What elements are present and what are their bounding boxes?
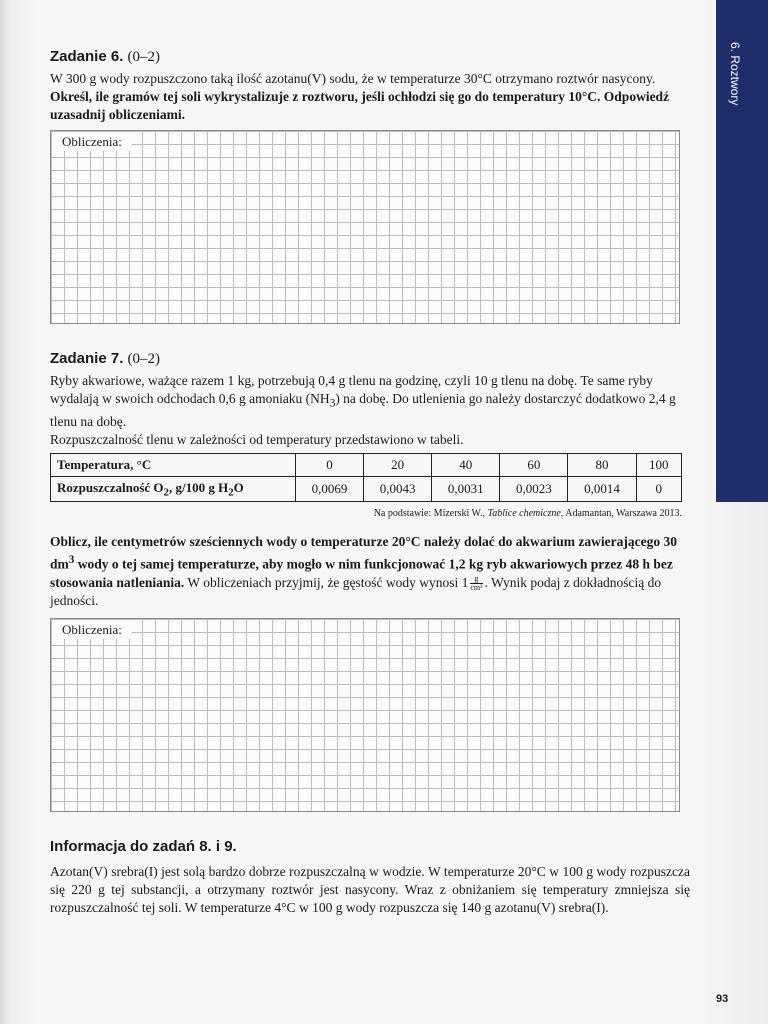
solubility-header-part-b: , g/100 g H	[168, 479, 229, 495]
table-cell: 0,0014	[568, 476, 636, 502]
task-6-points: (0–2)	[127, 49, 161, 65]
task-6-title-text: Zadanie 6.	[50, 48, 124, 65]
task-7-title	[50, 350, 690, 368]
source-part-a: Na podstawie: Mizerski W.,	[373, 508, 488, 520]
source-title: Tablice chemiczne	[487, 508, 561, 520]
table-cell: 20	[364, 453, 432, 476]
solubility-table	[50, 453, 682, 503]
table-cell: 80	[568, 453, 636, 476]
table-cell: 0	[636, 476, 681, 502]
task-7-text-part-b: ) na dobę. Do utlenienia go należy dostarczyć dodatkowo 2,4 g tlenu na dobę.	[50, 391, 676, 429]
source-part-b: , Adamantan, Warszawa 2013.	[560, 508, 682, 520]
task-7-grid-label: Obliczenia:	[52, 620, 132, 639]
fraction-numerator: g	[470, 575, 482, 584]
task-6-text: W 300 g wody rozpuszczono taką ilość azotanu(V) sodu, że w temperaturze 30°C otrzymano roztwór nasycony.	[50, 71, 656, 86]
task-7-text	[50, 372, 690, 431]
table-cell: 0	[296, 453, 364, 476]
task-7-instruction-superscript: 3	[68, 554, 75, 567]
table-cell: 0,0043	[364, 476, 432, 502]
solubility-header-sub-2: 2	[228, 486, 234, 499]
task-6	[50, 48, 690, 324]
info-text: Azotan(V) srebra(I) jest solą bardzo dobrze rozpuszczalną w wodzie. W temperaturze 20°C w 100 g wody rozpuszcza się 220 g tej substancji, a otrzymany roztwór jest nasycony. Wraz z obniżaniem się temperatury zmniejsza się rozpuszczalność tej soli. W temperaturze 4°C w 100 g wody rozpuszcza się 140 g azotanu(V) srebra(I).	[50, 864, 690, 916]
chapter-tab-label: 6. Roztwory	[728, 42, 742, 106]
page-content	[50, 48, 690, 917]
task-7-table-intro: Rozpuszczalność tlenu w zależności od temperatury przedstawiono w tabeli.	[50, 431, 464, 447]
task-7-text-subscript: 3	[329, 397, 336, 410]
task-7-note-part-a: W obliczeniach przyjmij, że gęstość wody wynosi 1	[184, 574, 469, 590]
task-7	[50, 350, 690, 812]
page-number: 93	[716, 993, 729, 1005]
task-7-text-part-a: Ryby akwariowe, ważące razem 1 kg, potrzebują 0,4 g tlenu na godzinę, czyli 10 g tlenu na dobę. Te same ryby wydalają w swoich odchodach 0,6 g amoniaku (NH	[50, 373, 653, 406]
table-row-header-temperature: Temperatura, °C	[51, 453, 296, 476]
table-cell: 0,0031	[432, 476, 500, 502]
solubility-header-part-a: Rozpuszczalność O	[57, 479, 164, 495]
task-6-answer-grid[interactable]	[50, 130, 680, 324]
task-7-answer-grid[interactable]	[50, 618, 680, 812]
table-row-header-solubility	[51, 476, 296, 502]
density-fraction	[470, 575, 482, 592]
info-title: Informacja do zadań 8. i 9.	[50, 838, 237, 856]
task-7-note-part-b: . Wynik podaj z dokładnością do jedności.	[50, 574, 662, 609]
task-7-instruction	[50, 533, 690, 610]
solubility-header-sub-1: 2	[163, 486, 169, 499]
table-cell: 60	[500, 453, 568, 476]
task-7-points: (0–2)	[127, 351, 161, 367]
table-cell: 0,0069	[296, 476, 364, 502]
table-row	[51, 476, 682, 502]
task-6-grid-label: Obliczenia:	[52, 132, 132, 151]
solubility-header-part-c: O	[233, 479, 244, 495]
table-cell: 100	[636, 453, 681, 476]
task-6-instruction: Określ, ile gramów tej soli wykrystalizuje z roztworu, jeśli ochłodzi się go do temperatury 10°C. Odpowiedź uzasadnij obliczeniami.	[50, 89, 670, 122]
fraction-denominator: cm³	[470, 583, 483, 593]
task-7-instruction-part-a: Oblicz, ile centymetrów sześciennych wody o temperaturze 20°C należy dolać do akwarium zawierającego 30 dm	[50, 534, 678, 572]
table-row	[51, 453, 682, 476]
info-block	[50, 838, 690, 917]
table-source	[50, 508, 682, 519]
table-cell: 40	[432, 453, 500, 476]
table-cell: 0,0023	[500, 476, 568, 502]
task-7-instruction-part-b: wody o tej samej temperaturze, aby mogło w nim funkcjonować 1,2 kg ryb akwariowych przez 48 h bez stosowania natleniania.	[50, 556, 673, 590]
task-7-title-text: Zadanie 7.	[50, 350, 124, 367]
task-6-title	[50, 48, 690, 66]
